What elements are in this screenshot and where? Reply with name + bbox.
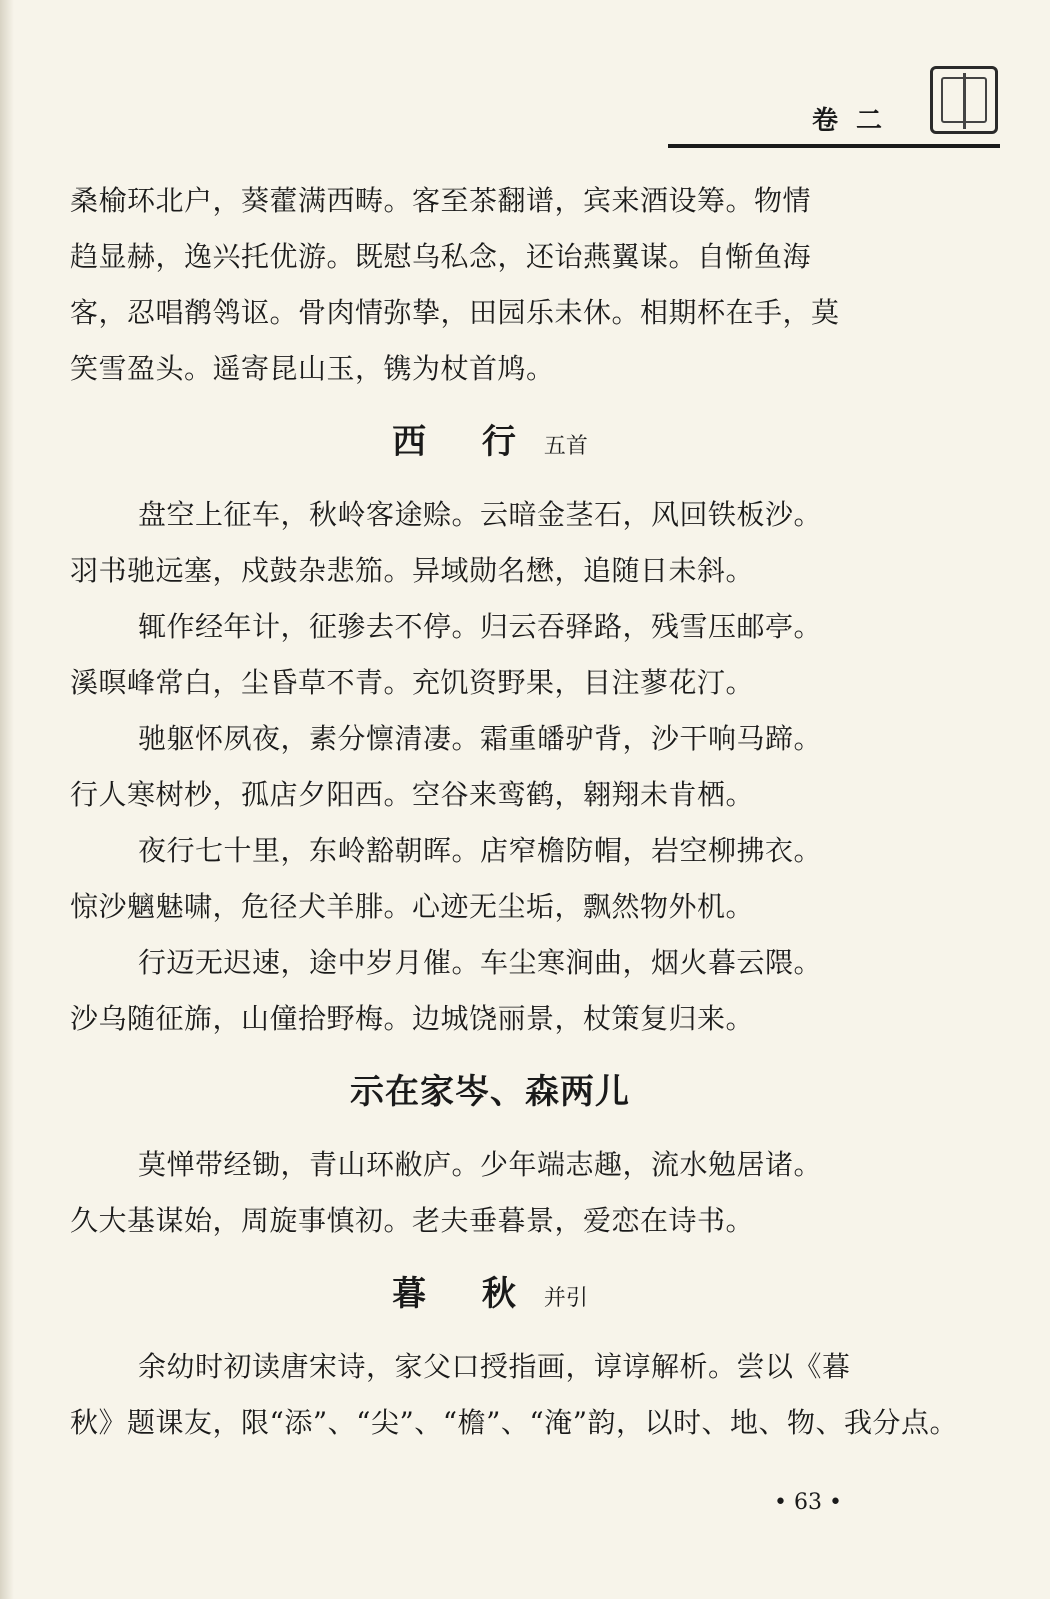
poem-line: 辄作经年计，征骖去不停。归云吞驿路，残雪压邮亭。 [138, 610, 823, 643]
poem-line: 行迈无迟速，途中岁月催。车尘寒涧曲，烟火暮云隈。 [138, 946, 823, 979]
poem-line: 莫惮带经锄，青山环敝庐。少年端志趣，流水勉居诸。 [138, 1148, 823, 1181]
text-line: 笑雪盈头。遥寄昆山玉，镌为杖首鸠。 [70, 352, 555, 385]
poem-subtitle: 五首 [543, 434, 588, 459]
poem-line: 盘空上征车，秋岭客途赊。云暗金茎石，风回铁板沙。 [138, 498, 823, 531]
poem-line: 夜行七十里，东岭豁朝晖。店窄檐防帽，岩空柳拂衣。 [138, 834, 823, 867]
poem-title-text: 暮 秋 [392, 1274, 538, 1314]
text-line: 客，忍唱鹡鸰讴。骨肉情弥挚，田园乐未休。相期杯在手，莫 [70, 296, 840, 329]
poem-line: 溪暝峰常白，尘昏草不青。充饥资野果，目注蓼花汀。 [70, 666, 755, 699]
poem-title-text: 西 行 [392, 422, 538, 462]
text-line: 趋显赫，逸兴托优游。既慰乌私念，还诒燕翼谋。自惭鱼海 [70, 240, 812, 273]
header-rule [668, 144, 1000, 148]
poem-subtitle: 并引 [543, 1286, 588, 1311]
poem-line: 驰躯怀夙夜，素分懔清凄。霜重皤驴背，沙干响马蹄。 [138, 722, 823, 755]
text-line: 桑榆环北户，葵藿满西畴。客至茶翻谱，宾来酒设筹。物情 [70, 184, 812, 217]
poem-title-xixing [70, 403, 910, 481]
poem-title-shizaijia [70, 1053, 910, 1131]
preface-line: 余幼时初读唐宋诗，家父口授指画，谆谆解析。尝以《暮 [138, 1350, 851, 1383]
page-number: • 63 • [774, 1490, 842, 1515]
page-body [70, 173, 959, 1451]
poem-title-text: 示在家岑、森两儿 [350, 1072, 630, 1112]
poem-line: 行人寒树杪，孤店夕阳西。空谷来鸾鹤，翱翔未肯栖。 [70, 778, 755, 811]
poem-title-muqiu [70, 1255, 910, 1333]
poem-line: 惊沙魑魅啸，危径犬羊腓。心迹无尘垢，飘然物外机。 [70, 890, 755, 923]
poem-line: 羽书驰远塞，戍鼓杂悲笳。异域勋名懋，追随日未斜。 [70, 554, 755, 587]
spine-shadow [0, 0, 14, 1599]
chapter-header: 卷二 [812, 106, 901, 136]
poem-line: 沙乌随征旆，山僮拾野梅。边城饶丽景，杖策复归来。 [70, 1002, 755, 1035]
preface-line: 秋》题课友，限“添”、“尖”、“檐”、“淹”韵，以时、地、物、我分点。 [70, 1406, 959, 1439]
poem-line: 久大基谋始，周旋事慎初。老夫垂暮景，爱恋在诗书。 [70, 1204, 755, 1237]
seal-stamp [930, 66, 998, 134]
